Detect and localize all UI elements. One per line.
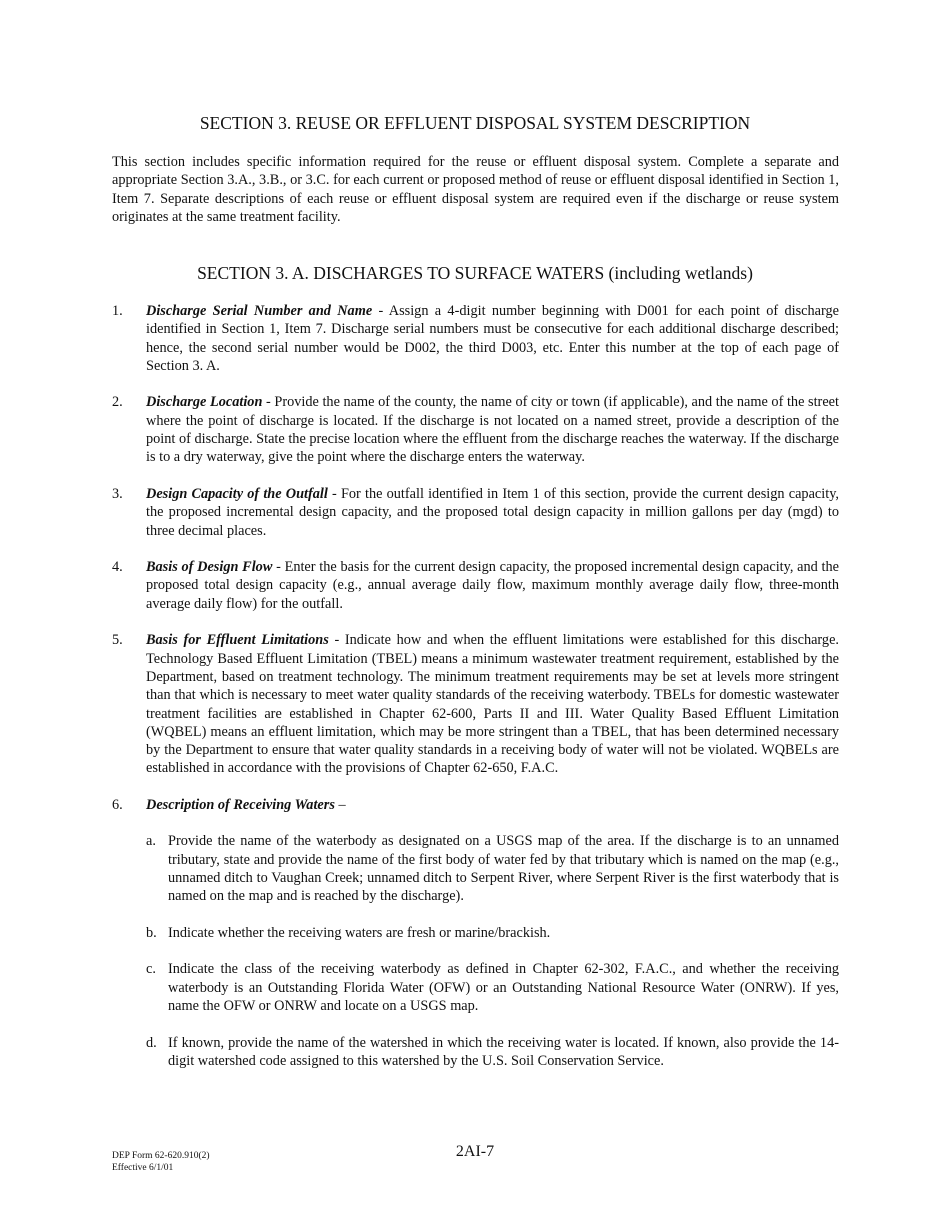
sublist-item [146,924,839,942]
sublist-letter: d. [146,1034,157,1051]
item-term: Basis of Design Flow [146,559,273,576]
sublist-text: Indicate whether the receiving waters are fresh or marine/brackish. [168,924,551,941]
sublist-item [146,1034,839,1071]
page-number: 2AI-7 [455,1143,495,1160]
item-term: Discharge Location [146,394,263,411]
item-number: 5. [112,632,123,649]
item-number: 3. [112,485,123,502]
effective-date: Effective 6/1/01 [112,1163,174,1173]
section-3-intro: This section includes specific information required for the reuse or effluent disposal system. Complete a separate and appropriate Section 3.A., 3.B., or 3.C. for each current or proposed method of reuse or effluent disposal identified in Section 1, Item 7. Separate descriptions of each reuse or effluent disposal system are required even if the discharge or reuse system originates at the same treatment facility. [112,154,839,225]
list-item [112,485,839,540]
list-item [112,302,839,375]
sublist-text: If known, provide the name of the watershed in which the receiving water is located. If known, also provide the 14-digit watershed code assigned to this watershed by the U.S. Soil Conservation Service. [168,1034,839,1069]
item-term: Design Capacity of the Outfall [146,485,328,502]
item-number: 4. [112,559,123,576]
item-text: - Provide the name of the county, the name of city or town (if applicable), and the name of the street where the point of discharge is located. If the discharge is not located on a named street, provide a description of the point of discharge. State the precise location where the effluent from the discharge reaches the waterway. If the discharge is to a dry waterway, give the point where the discharge enters the waterway. [146,394,839,466]
sublist-letter: b. [146,924,157,941]
item-term: Basis for Effluent Limitations [146,632,329,649]
receiving-waters-sublist [146,832,839,1070]
item-text: - Assign a 4-digit number beginning with D001 for each point of discharge identified in Section 1, Item 7. Discharge serial numbers must be consecutive for each additional discharge described; hence, the second serial number would be D002, the third D003, etc. Enter this number at the top of each page of Section 3. A. [146,303,839,374]
section-3-heading: SECTION 3. REUSE OR EFFLUENT DISPOSAL SYSTEM DESCRIPTION [199,113,751,133]
list-item [112,796,839,1070]
item-text: - For the outfall identified in Item 1 of this section, provide the current design capacity, the proposed incremental design capacity, and the proposed total design capacity in million gallons per day (mgd) to three decimal places. [146,485,839,539]
item-number: 1. [112,303,123,319]
sublist-text: Indicate the class of the receiving waterbody as defined in Chapter 62-302, F.A.C., and whether the receiving waterbody is an Outstanding Florida Water (OFW) or an Outstanding National Resource Water (ONRW). If yes, name the OFW or ONRW and locate on a USGS map. [168,961,839,1014]
sublist-item [146,960,839,1015]
list-item [112,393,839,466]
item-term: Discharge Serial Number and Name [146,303,373,319]
item-number: 2. [112,394,123,411]
sublist-item [146,832,839,905]
sublist-text: Provide the name of the waterbody as designated on a USGS map of the area. If the discharge is to an unnamed tributary, state and provide the name of the first body of water fed by that tributary which is named on the map (e.g., unnamed ditch to Vaughan Creek; unnamed ditch to Serpent River, where Serpent River is the first waterbody that is named on the map and is reached by the discharge). [168,833,839,905]
item-term: Description of Receiving Waters [146,797,335,814]
list-item [112,631,839,777]
form-id: DEP Form 62-620.910(2) [112,1151,210,1161]
item-text: - Enter the basis for the current design capacity, the proposed incremental design capacity, and the proposed total design capacity (e.g., annual average daily flow, maximum monthly average daily flow, three-month average daily flow) for the outfall. [146,559,840,612]
section-3a-heading: SECTION 3. A. DISCHARGES TO SURFACE WATERS (including wetlands) [197,263,753,283]
sublist-letter: a. [146,833,156,850]
item-text: – [334,797,346,814]
instruction-list [112,302,839,1088]
list-item [112,558,839,613]
item-text: - Indicate how and when the effluent limitations were established for this discharge. Technology Based Effluent Limitation (TBEL) means a minimum wastewater treatment requirement, established by the Department, based on treatment technology. The minimum treatment requirements may be set at levels more stringent than that which is necessary to meet water quality standards of the receiving waterbody. TBELs for domestic wastewater treatment facilities are established in Chapter 62-600, Parts II and III. Water Quality Based Effluent Limitation (WQBEL) means an effluent limitation, which may be more stringent than a TBEL, that has been determined necessary by the Department to ensure that water quality standards in a receiving body of water will not be violated. WQBELs are established in accordance with the provisions of Chapter 62-650, F.A.C. [146,632,840,777]
item-number: 6. [112,797,123,814]
sublist-letter: c. [146,961,156,978]
